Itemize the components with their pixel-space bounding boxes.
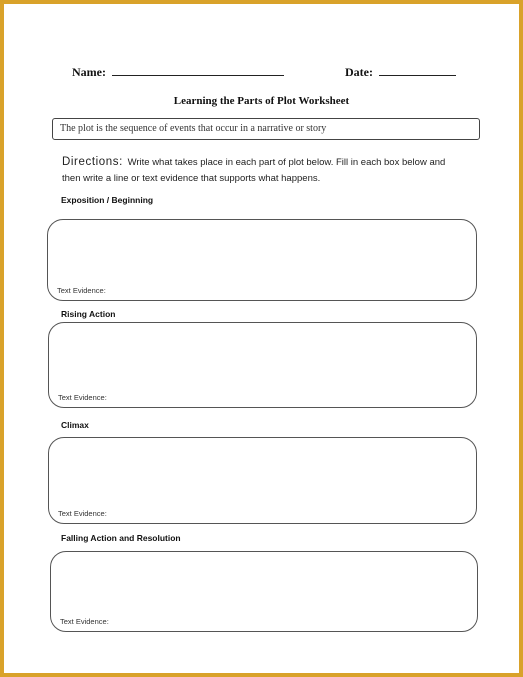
name-label: Name: xyxy=(72,65,106,79)
date-label: Date: xyxy=(345,65,373,79)
worksheet-page xyxy=(4,4,519,673)
section-label-exposition: Exposition / Beginning xyxy=(61,195,154,205)
answer-box-falling-action[interactable] xyxy=(50,551,478,632)
name-blank-line[interactable] xyxy=(112,65,284,76)
name-field xyxy=(72,65,284,80)
section-label-rising-action: Rising Action xyxy=(61,309,116,319)
directions xyxy=(62,154,462,187)
section-label-climax: Climax xyxy=(61,420,89,430)
directions-text: Write what takes place in each part of plot below. Fill in each box below and then write a line or text evidence that supports what happens. xyxy=(62,157,446,184)
date-blank-line[interactable] xyxy=(379,65,456,76)
answer-box-exposition[interactable] xyxy=(47,219,477,301)
text-evidence-label: Text Evidence: xyxy=(58,509,107,518)
date-field xyxy=(345,65,456,80)
text-evidence-label: Text Evidence: xyxy=(58,393,107,402)
text-evidence-label: Text Evidence: xyxy=(57,286,106,295)
directions-label: Directions: xyxy=(62,156,123,168)
answer-box-rising-action[interactable] xyxy=(48,322,477,408)
worksheet-title: Learning the Parts of Plot Worksheet xyxy=(173,95,350,107)
section-label-falling-action: Falling Action and Resolution xyxy=(61,533,181,543)
answer-box-climax[interactable] xyxy=(48,437,477,524)
plot-definition-box: The plot is the sequence of events that occur in a narrative or story xyxy=(52,118,480,140)
text-evidence-label: Text Evidence: xyxy=(60,617,109,626)
